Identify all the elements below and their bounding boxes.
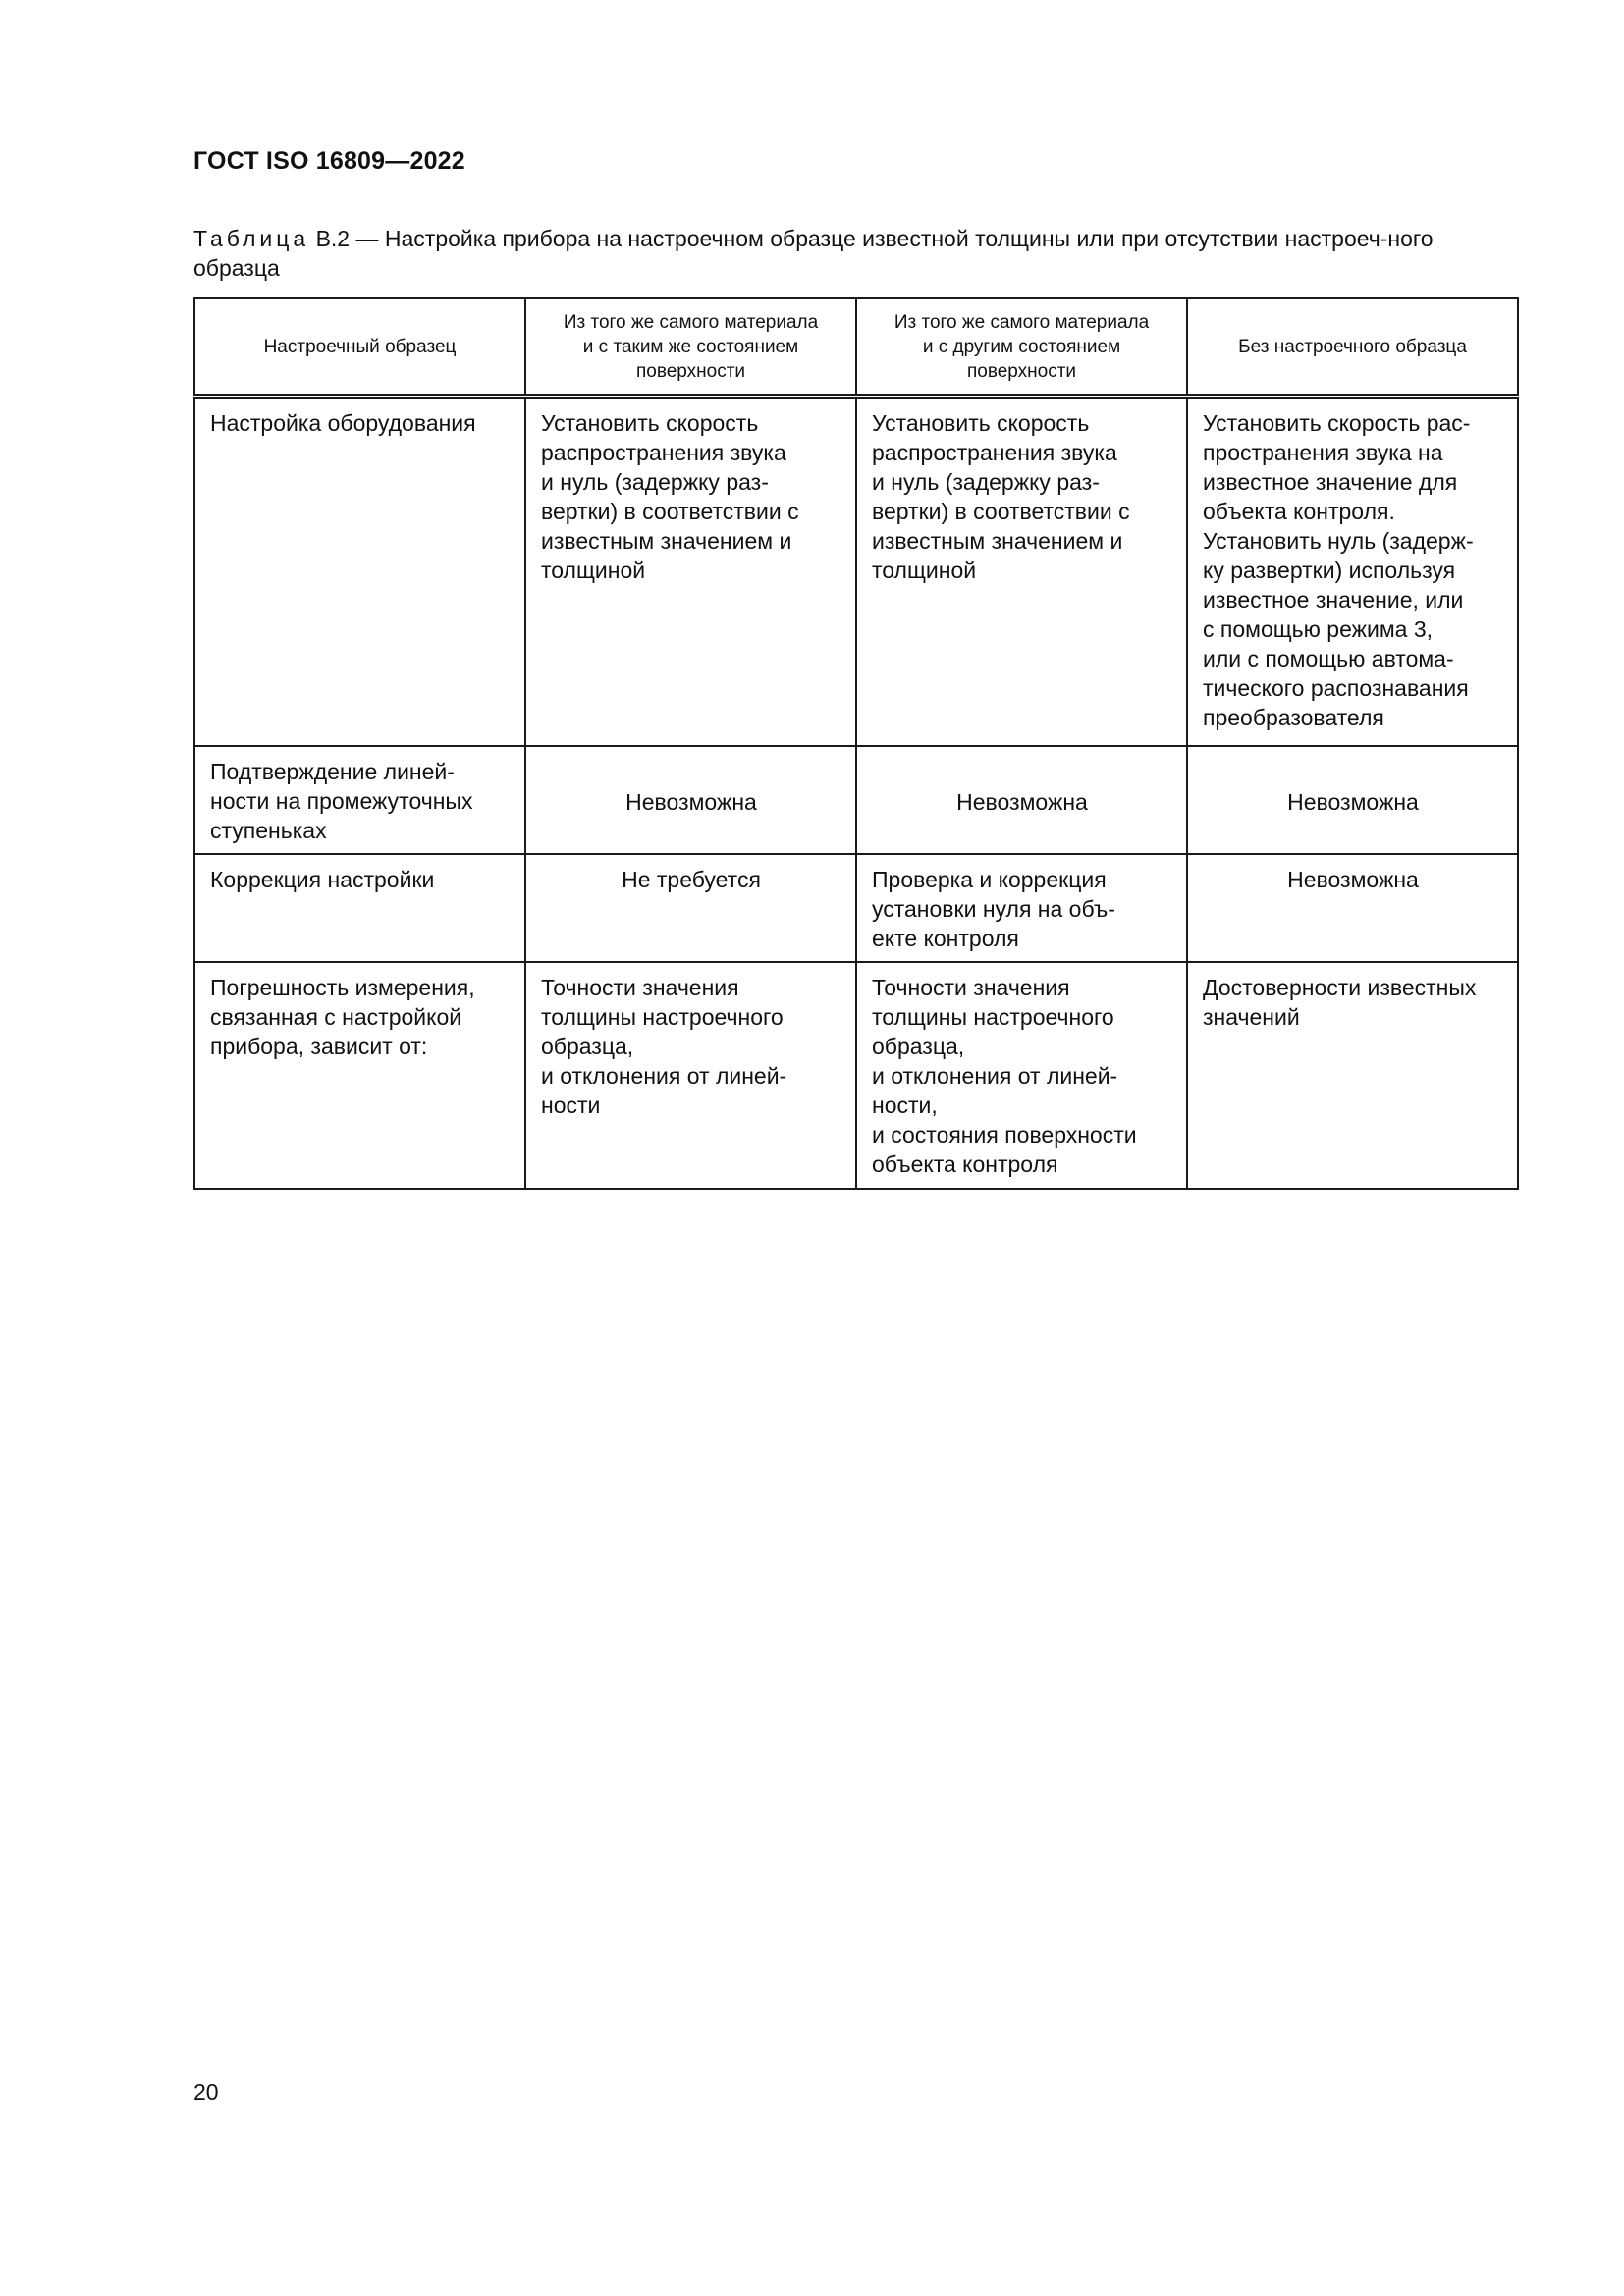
table-cell: Невозможна <box>525 746 856 854</box>
table-cell: Не требуется <box>525 854 856 962</box>
table-cell: Точности значения толщины настроечного образца, и отклонения от линей- ности, и состояния поверхности объекта контроля <box>856 962 1187 1189</box>
table-row <box>194 397 1518 746</box>
table-row <box>194 746 1518 854</box>
caption-text: — Настройка прибора на настроечном образце известной толщины или при отсутствии настроеч-ного образца <box>193 226 1434 281</box>
calibration-table <box>193 297 1519 1190</box>
table-row <box>194 854 1518 962</box>
table-cell: Установить скорость распространения звука и нуль (задержку раз- вертки) в соответствии с известным значением и толщиной <box>525 397 856 746</box>
row-label: Настройка оборудования <box>194 397 525 746</box>
table-cell: Точности значения толщины настроечного образца, и отклонения от линей- ности <box>525 962 856 1189</box>
table-caption <box>193 224 1519 283</box>
table-row <box>194 962 1518 1189</box>
caption-label: Таблица <box>193 226 310 251</box>
table-cell: Невозможна <box>1187 746 1518 854</box>
page-number: 20 <box>193 2079 219 2105</box>
row-label: Подтверждение линей- ности на промежуточных ступеньках <box>194 746 525 854</box>
row-label: Коррекция настройки <box>194 854 525 962</box>
table-cell: Достоверности известных значений <box>1187 962 1518 1189</box>
table-cell: Проверка и коррекция установки нуля на объ- екте контроля <box>856 854 1187 962</box>
header-cell: Настроечный образец <box>194 298 525 397</box>
header-cell: Из того же самого материала и с другим состоянием поверхности <box>856 298 1187 397</box>
document-code: ГОСТ ISO 16809—2022 <box>193 147 465 175</box>
header-cell: Из того же самого материала и с таким же состоянием поверхности <box>525 298 856 397</box>
table-cell: Установить скорость распространения звука и нуль (задержку раз- вертки) в соответствии с известным значением и толщиной <box>856 397 1187 746</box>
table-cell: Невозможна <box>1187 854 1518 962</box>
table-cell: Невозможна <box>856 746 1187 854</box>
caption-number: В.2 <box>315 226 351 251</box>
table-header-row <box>194 298 1518 397</box>
header-cell: Без настроечного образца <box>1187 298 1518 397</box>
row-label: Погрешность измерения, связанная с настройкой прибора, зависит от: <box>194 962 525 1189</box>
table-cell: Установить скорость рас- пространения звука на известное значение для объекта контроля. Установить нуль (задерж- ку развертки) используя известное значение, или с помощью режима 3, или с помощью автома- тического распознавания преобразователя <box>1187 397 1518 746</box>
